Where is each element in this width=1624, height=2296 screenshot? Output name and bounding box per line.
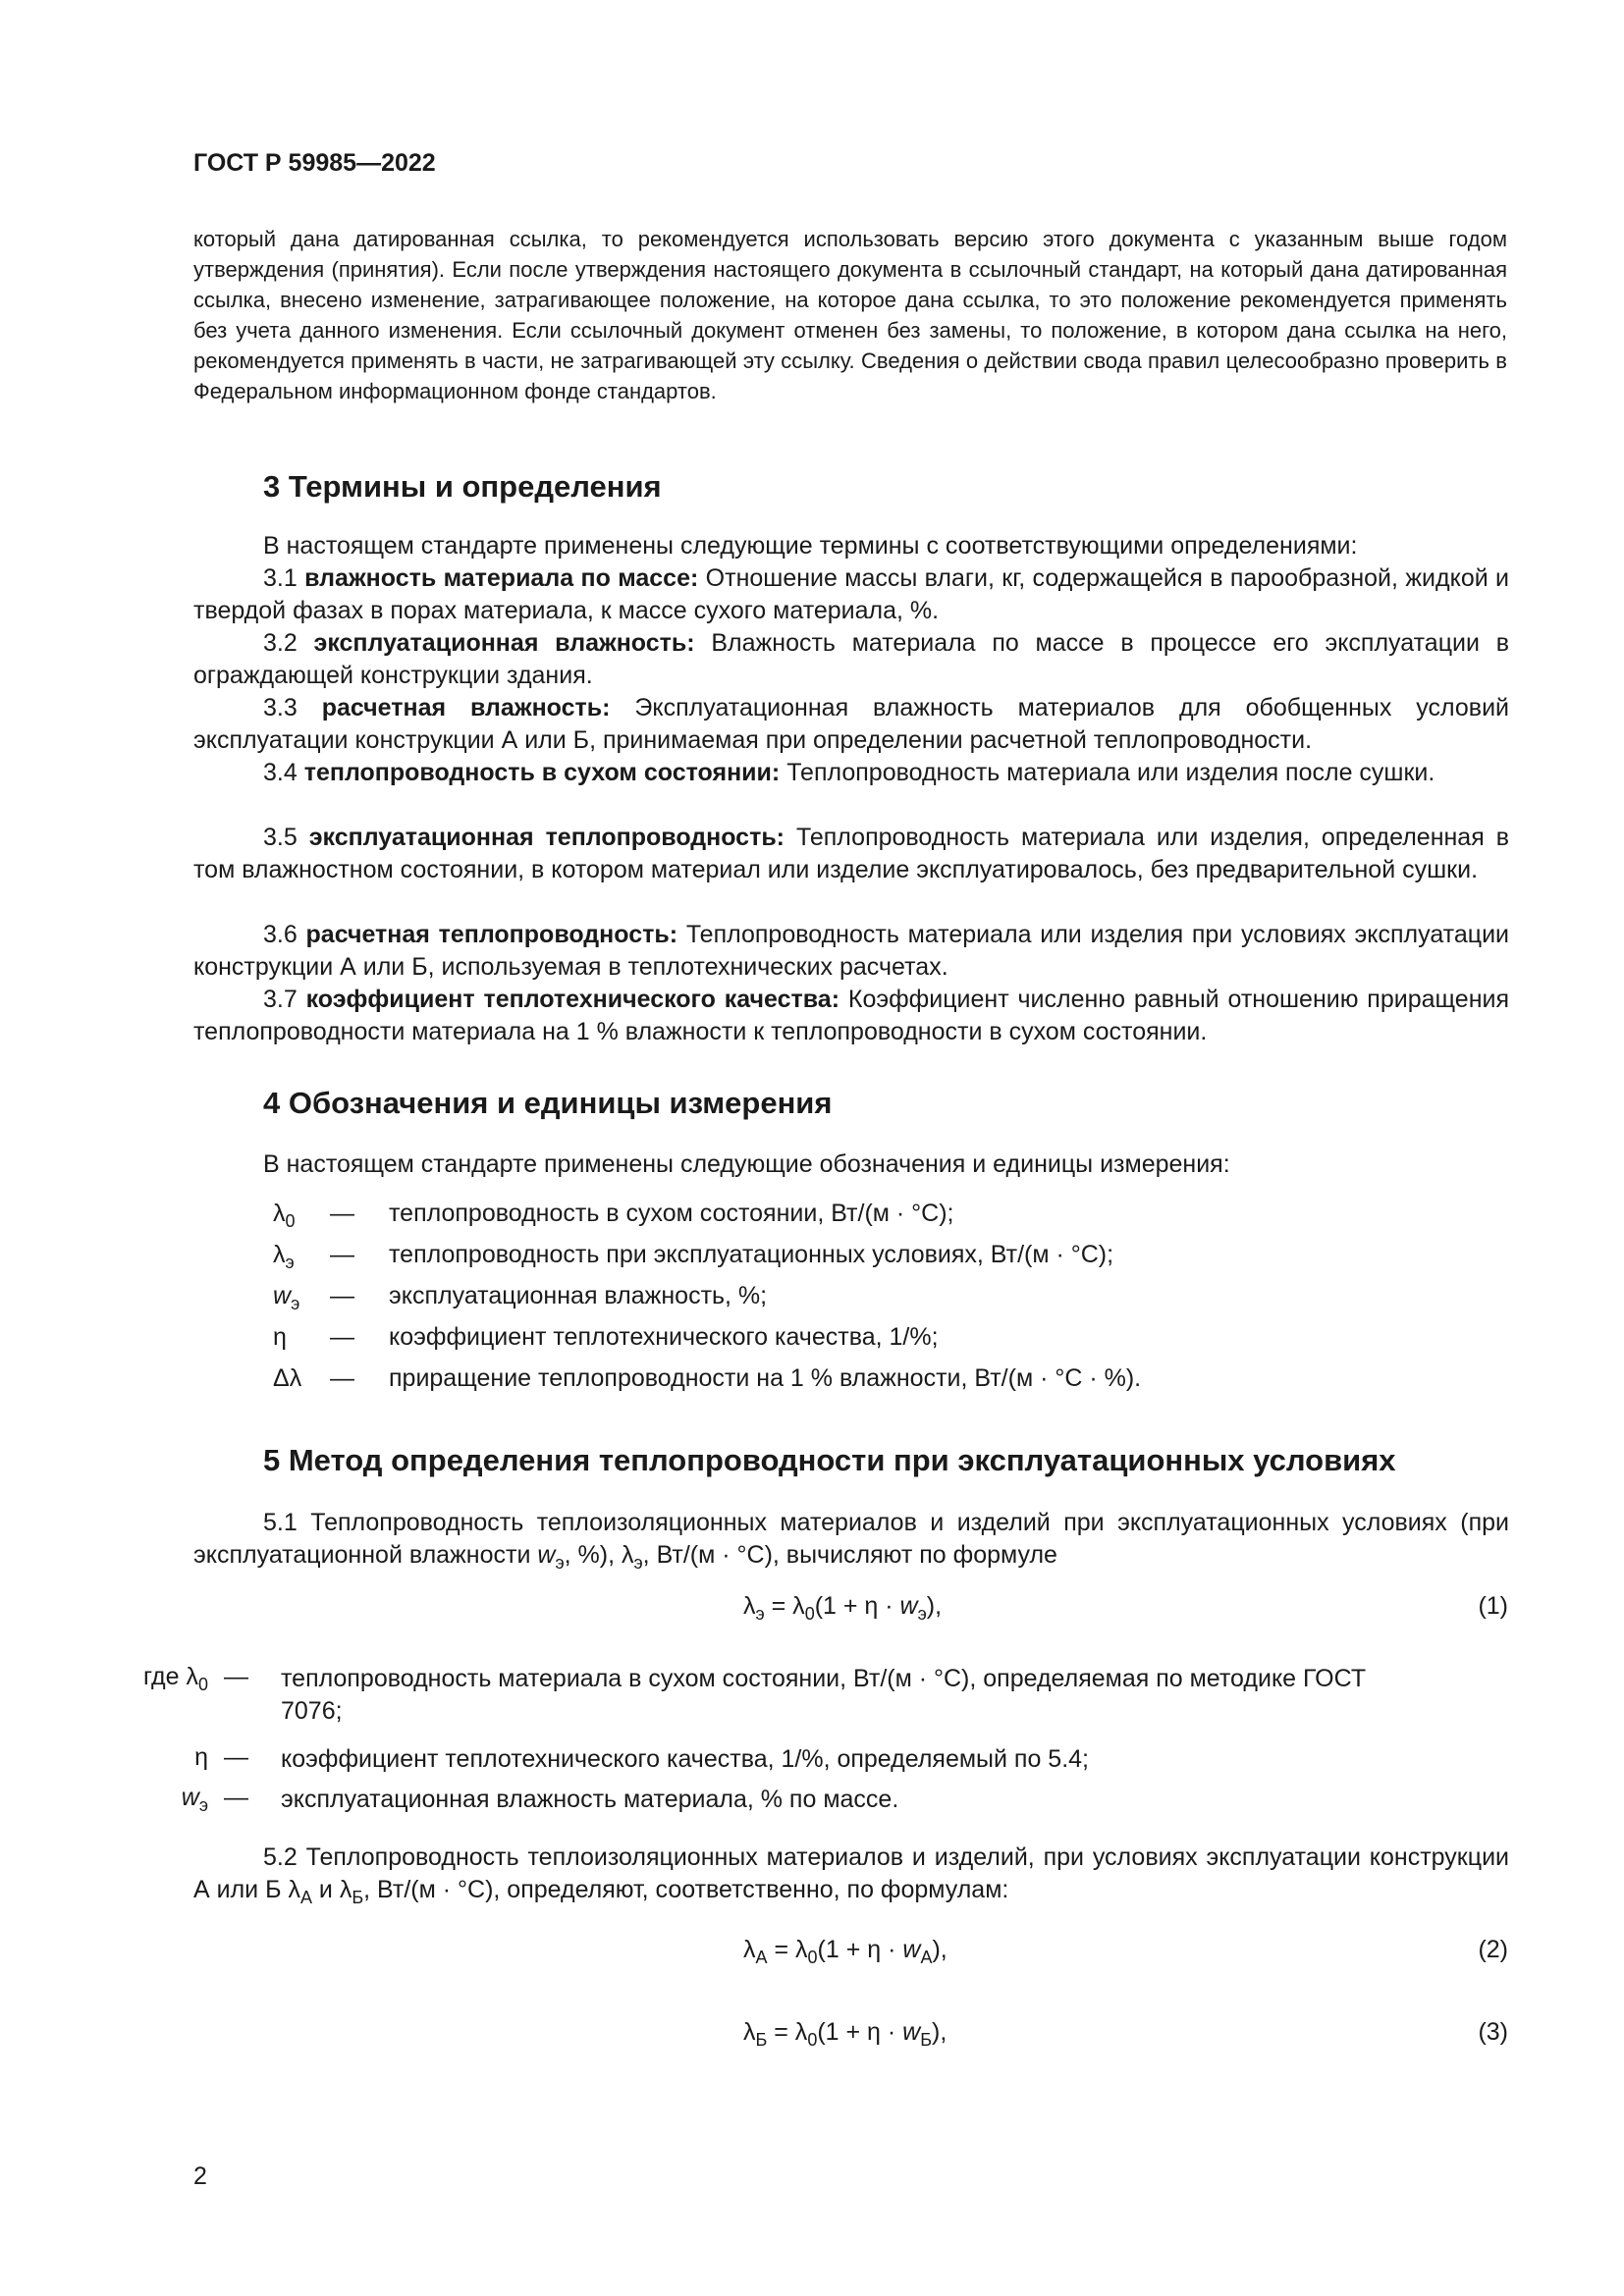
document-id: ГОСТ Р 59985—2022	[193, 149, 436, 177]
term-definition: Отношение массы влаги, кг, содержащейся в парообразной, жидкой и твердой фазах в порах материала, к массе сухого материала, %.	[193, 564, 1510, 624]
term-name: эксплуатационная влажность:	[313, 629, 695, 657]
section-3-lead: В настоящем стандарте применены следующие термины с соответствующими определениями:	[263, 532, 1358, 560]
where-item	[116, 1663, 1490, 1732]
term-name: эксплуатационная теплопроводность:	[308, 824, 785, 851]
symbol-description: приращение теплопроводности на 1 % влажности, Вт/(м · °С · %).	[389, 1364, 1142, 1392]
symbol-description: теплопроводность в сухом состоянии, Вт/(м · °С);	[389, 1200, 954, 1227]
term-3-6	[193, 919, 1509, 984]
section-5-title: 5 Метод определения теплопроводности при эксплуатационных условиях	[263, 1443, 1396, 1477]
dash: —	[330, 1241, 354, 1268]
term-number: 3.1	[263, 564, 298, 592]
term-3-5	[193, 822, 1509, 886]
equation-number-1: (1)	[1478, 1592, 1508, 1620]
term-3-1	[193, 562, 1509, 627]
where-symbol: где $\lambda_0$	[143, 1663, 208, 1694]
where-description: коэффициент теплотехнического качества, 1/%, определяемый по 5.4;	[281, 1745, 1089, 1773]
formula-2: $\lambda_А = \lambda_0(1 + \eta \cdot w_А)$,	[743, 1936, 947, 1967]
dash: —	[224, 1784, 248, 1811]
term-number: 3.3	[263, 694, 298, 721]
term-number: 3.4	[263, 759, 298, 786]
term-definition: Теплопроводность материала или изделия при условиях эксплуатации конструкции А или Б, используемая в теплотехнических расчетах.	[193, 921, 1510, 981]
paragraph-5-1: 5.1 Теплопроводность теплоизоляционных материалов и изделий при эксплуатационных условиях (при эксплуатационной влажности $w_э$, %), $\lambda_э$, Вт/(м · °С), вычисляют по формуле	[193, 1509, 1509, 1573]
symbol: $\lambda_э$	[273, 1241, 295, 1272]
term-definition: Влажность материала по массе в процессе его эксплуатации в ограждающей конструкции здания.	[193, 629, 1509, 689]
section-4-lead: В настоящем стандарте применены следующие обозначения и единицы измерения:	[263, 1150, 1230, 1178]
term-name: расчетная теплопроводность:	[305, 921, 678, 948]
symbol-description: эксплуатационная влажность, %;	[389, 1282, 768, 1309]
intro-paragraph: который дана датированная ссылка, то рекомендуется использовать версию этого документа с указанным выше годом утверждения (принятия). Если после утверждения настоящего документа в ссылочный стандарт, на который дана датированная ссылка, внесено изменение, затрагивающее положение, на которое дана ссылка, то это положение рекомендуется применять без учета данного изменения. Если ссылочный документ отменен без замены, то положение, в котором дана ссылка на него, рекомендуется применять в части, не затрагивающей эту ссылку. Сведения о действии свода правил целесообразно проверить в Федеральном информационном фонде стандартов.	[193, 227, 1507, 403]
term-name: теплопроводность в сухом состоянии:	[303, 759, 781, 786]
symbol: Δλ	[273, 1364, 302, 1392]
term-definition: Теплопроводность материала или изделия после сушки.	[786, 759, 1435, 786]
term-3-7	[193, 984, 1509, 1048]
term-name: расчетная влажность:	[321, 694, 611, 721]
dash: —	[330, 1282, 354, 1309]
where-description: теплопроводность материала в сухом состоянии, Вт/(м · °С), определяемая по методике ГОСТ 7076;	[281, 1665, 1367, 1725]
term-definition: Эксплуатационная влажность материалов для обобщенных условий эксплуатации конструкции А или Б, принимаемая при определении расчетной теплопроводности.	[193, 694, 1509, 754]
symbol: $\lambda_0$	[273, 1200, 296, 1231]
term-name: коэффициент теплотехнического качества:	[305, 986, 840, 1013]
symbol: $w_э$	[273, 1282, 300, 1313]
dash: —	[224, 1663, 248, 1690]
term-number: 3.5	[263, 824, 298, 851]
term-3-4	[193, 757, 1509, 789]
term-3-3	[193, 692, 1509, 757]
symbol-description: теплопроводность при эксплуатационных условиях, Вт/(м · °С);	[389, 1241, 1114, 1268]
section-3-title: 3 Термины и определения	[263, 469, 662, 504]
where-description: эксплуатационная влажность материала, % по массе.	[281, 1786, 899, 1813]
where-symbol: η	[194, 1743, 208, 1771]
dash: —	[224, 1743, 248, 1771]
term-name: влажность материала по массе:	[304, 564, 699, 592]
term-definition: Теплопроводность материала или изделия, определенная в том влажностном состоянии, в котором материал или изделие эксплуатировалось, без предварительной сушки.	[193, 824, 1509, 883]
dash: —	[330, 1323, 354, 1351]
term-number: 3.6	[263, 921, 298, 948]
term-3-2	[193, 627, 1509, 692]
where-item	[116, 1743, 1490, 1783]
term-number: 3.7	[263, 986, 298, 1013]
page-number: 2	[193, 2163, 207, 2190]
where-symbol: $w_э$	[181, 1784, 208, 1815]
symbol: η	[273, 1323, 287, 1351]
equation-number-3: (3)	[1478, 2018, 1508, 2046]
formula-3: $\lambda_Б = \lambda_0(1 + \eta \cdot w_Б)$,	[743, 2018, 947, 2050]
equation-number-2: (2)	[1478, 1936, 1508, 1963]
dash: —	[330, 1364, 354, 1392]
term-definition: Коэффициент численно равный отношению приращения теплопроводности материала на 1 % влажности к теплопроводности в сухом состоянии.	[193, 986, 1510, 1045]
paragraph-5-2: 5.2 Теплопроводность теплоизоляционных материалов и изделий, при условиях эксплуатации конструкции А или Б $\lambda_А$ и $\lambda_Б$, Вт/(м · °С), определяют, соответственно, по формулам:	[193, 1843, 1509, 1907]
section-4-title: 4 Обозначения и единицы измерения	[263, 1086, 833, 1120]
where-item	[116, 1784, 1490, 1823]
symbol-description: коэффициент теплотехнического качества, 1/%;	[389, 1323, 939, 1351]
formula-1: $\lambda_э = \lambda_0(1 + \eta \cdot w_э)$,	[743, 1592, 943, 1624]
dash: —	[330, 1200, 354, 1227]
term-number: 3.2	[263, 629, 298, 657]
